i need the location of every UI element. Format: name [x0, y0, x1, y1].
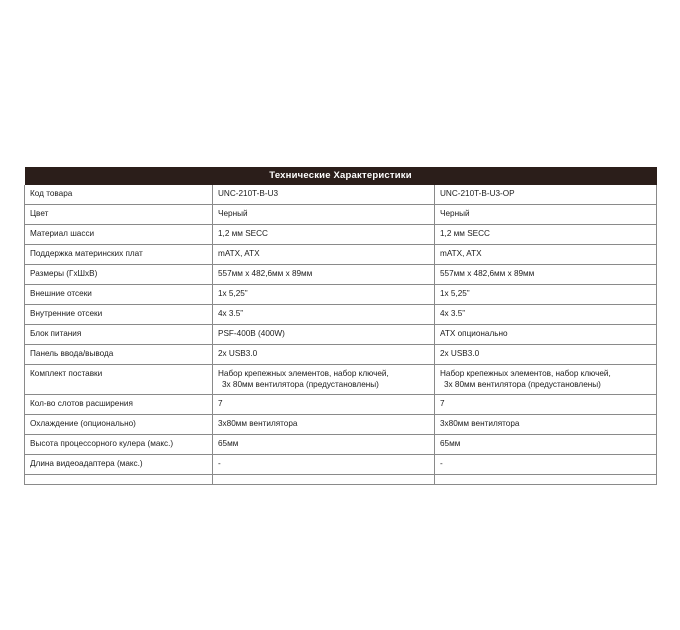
row-label: Кол-во слотов расширения — [25, 394, 213, 414]
row-label: Длина видеоадаптера (макс.) — [25, 454, 213, 474]
table-row-filler — [25, 474, 657, 484]
row-value-a — [213, 365, 435, 395]
filler-cell-label — [25, 474, 213, 484]
row-value-a: Черный — [213, 205, 435, 225]
row-value-a: mATX, ATX — [213, 245, 435, 265]
row-value-b-line2: 3x 80мм вентилятора (предустановлены) — [444, 379, 601, 389]
row-value-a: 3x80мм вентилятора — [213, 414, 435, 434]
filler-cell-a — [213, 474, 435, 484]
row-value-b: ATX опционально — [435, 325, 657, 345]
row-value-b: 1,2 мм SECC — [435, 225, 657, 245]
table-row — [25, 305, 657, 325]
row-value-b: 7 — [435, 394, 657, 414]
row-value-b: - — [435, 454, 657, 474]
table-row — [25, 225, 657, 245]
row-value-b: mATX, ATX — [435, 245, 657, 265]
row-value-a-line1: Набор крепежных элементов, набор ключей, — [218, 369, 389, 379]
row-value-a: 7 — [213, 394, 435, 414]
row-value-b: UNC-210T-B-U3-OP — [435, 185, 657, 205]
row-value-b: 4x 3.5” — [435, 305, 657, 325]
row-label: Размеры (ГхШхВ) — [25, 265, 213, 285]
row-label: Цвет — [25, 205, 213, 225]
row-value-b — [435, 365, 657, 395]
row-value-a: 65мм — [213, 434, 435, 454]
table-row — [25, 245, 657, 265]
table-row — [25, 434, 657, 454]
row-value-b: 3x80мм вентилятора — [435, 414, 657, 434]
row-label: Поддержка материнских плат — [25, 245, 213, 265]
table-row — [25, 285, 657, 305]
table-title-row — [25, 167, 657, 185]
table-row — [25, 185, 657, 205]
table-row — [25, 394, 657, 414]
row-label: Высота процессорного кулера (макс.) — [25, 434, 213, 454]
row-label: Внутренние отсеки — [25, 305, 213, 325]
row-value-a: 4x 3.5” — [213, 305, 435, 325]
row-value-b: 1x 5,25” — [435, 285, 657, 305]
table-row — [25, 205, 657, 225]
row-value-b-line1: Набор крепежных элементов, набор ключей, — [440, 369, 611, 379]
table-row — [25, 414, 657, 434]
table-row — [25, 454, 657, 474]
row-label: Панель ввода/вывода — [25, 345, 213, 365]
row-value-a: UNC-210T-B-U3 — [213, 185, 435, 205]
row-label: Охлаждение (опционально) — [25, 414, 213, 434]
table-row — [25, 325, 657, 345]
row-value-a-line2: 3x 80мм вентилятора (предустановлены) — [222, 379, 379, 389]
row-value-b: 65мм — [435, 434, 657, 454]
row-label: Блок питания — [25, 325, 213, 345]
row-value-a: PSF-400B (400W) — [213, 325, 435, 345]
specifications-table — [24, 167, 657, 485]
row-value-b: 557мм x 482,6мм x 89мм — [435, 265, 657, 285]
row-value-a: 1,2 мм SECC — [213, 225, 435, 245]
row-label: Материал шасси — [25, 225, 213, 245]
row-value-a: 1x 5,25” — [213, 285, 435, 305]
row-label: Комплект поставки — [25, 365, 213, 395]
table-row — [25, 365, 657, 395]
table-row — [25, 345, 657, 365]
table-title: Технические Характеристики — [25, 167, 657, 185]
row-value-a: 2x USB3.0 — [213, 345, 435, 365]
row-value-a: 557мм x 482,6мм x 89мм — [213, 265, 435, 285]
filler-cell-b — [435, 474, 657, 484]
table-body — [25, 185, 657, 484]
row-value-a: - — [213, 454, 435, 474]
table-header — [25, 167, 657, 185]
row-label: Код товара — [25, 185, 213, 205]
specifications-sheet — [24, 167, 656, 485]
row-value-b: Черный — [435, 205, 657, 225]
row-label: Внешние отсеки — [25, 285, 213, 305]
table-row — [25, 265, 657, 285]
row-value-b: 2x USB3.0 — [435, 345, 657, 365]
